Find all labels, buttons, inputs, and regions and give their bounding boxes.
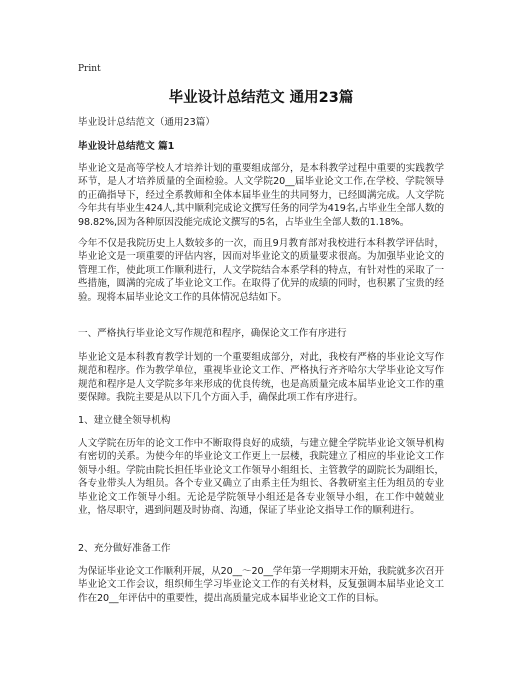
paragraph-intro: 毕业论文是高等学校人才培养计划的重要组成部分，是本科教学过程中重要的实践教学环节，是人才培养质量的全面检验。人文学院20__届毕业论文工作,在学校、学院领导的正确指导下，经过全系教师和全体本届毕业生的共同努力，已经圆满完成。人文学院今年共有毕业生424人,其中顺利完成论文撰写任务的同学为419名,占毕业生全部人数的98.82%,因为各种原因没能完成论文撰写的5名，占毕业生全部人数的1.18%。	[78, 163, 444, 228]
subsection-heading-1: 一、严格执行毕业论文写作规范和程序，确保论文工作有序进行	[78, 328, 347, 339]
paragraph-leadership: 人文学院在历年的论文工作中不断取得良好的成绩，与建立健全学院毕业论文领导机构有密切的关系。为使今年的毕业论文工作更上一层楼，我院建立了相应的毕业论文工作领导小组。学院由院长担任毕业论文工作领导小组组长、主管教学的副院长为副组长，各专业带头人为组员。各个专业又确立了由系主任为组长、各教研室主任为组员的专业毕业论文工作领导小组。无论是学院领导小组还是各专业领导小组，在工作中兢兢业业，恪尽职守，遇到问题及时协商、沟通，保证了毕业论文指导工作的顺利进行。	[78, 438, 444, 517]
print-link[interactable]: Print	[78, 64, 101, 74]
document-subtitle: 毕业设计总结范文（通用23篇）	[78, 117, 215, 128]
paragraph-preparation: 为保证毕业论文工作顺利开展，从20__～20__学年第一学期期末开始，我院就多次召开毕业论文工作会议，组织师生学习毕业论文工作的有关材料，反复强调本届毕业论文工作在20__年评估中的重要性，提出高质量完成本届毕业论文工作的目标。	[78, 566, 444, 604]
paragraph-norms: 毕业论文是本科教育教学计划的一个重要组成部分，对此，我校有严格的毕业论文写作规范和程序。作为教学单位，重视毕业论文工作、严格执行齐齐哈尔大学毕业论文写作规范和程序是人文学院多年来形成的优良传统，也是高质量完成本届毕业论文工作的重要保障。我院主要是从以下几个方面入手，确保此项工作有序进行。	[78, 352, 444, 404]
page-title: 毕业设计总结范文 通用23篇	[168, 90, 354, 106]
section-heading: 毕业设计总结范文 篇1	[78, 141, 175, 152]
paragraph-background: 今年不仅是我院历史上人数较多的一次，而且9月教育部对我校进行本科教学评估时，毕业论文是一项重要的评估内容，因而对毕业论文的质量要求很高。为加强毕业论文的管理工作，使此项工作顺利进行，人文学院结合本系学科的特点，有针对性的采取了一些措施，圆满的完成了毕业论文工作。在取得了优异的成绩的同时，也积累了宝贵的经验。现将本届毕业论文工作的具体情况总结如下。	[78, 238, 444, 303]
subsection-heading-3: 2、充分做好准备工作	[78, 543, 171, 554]
subsection-heading-2: 1、建立健全领导机构	[78, 415, 171, 426]
